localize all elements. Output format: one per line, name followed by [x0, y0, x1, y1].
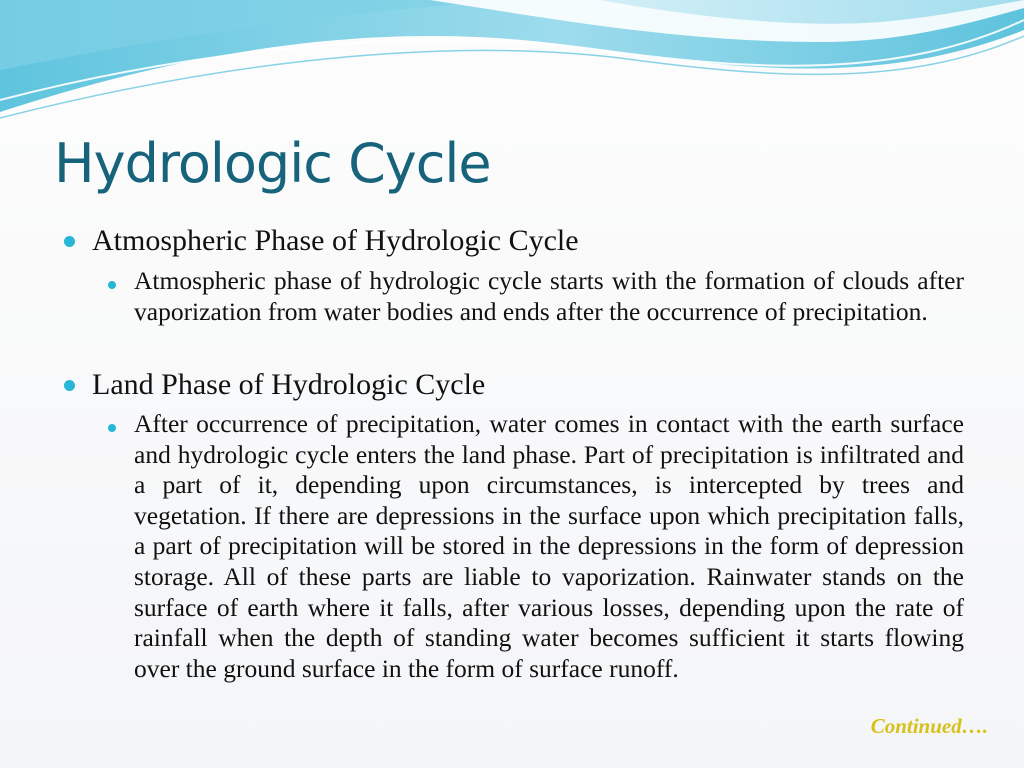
continued-label: Continued…. — [870, 714, 988, 738]
wave-header-decoration — [0, 0, 1024, 130]
section-body: Atmospheric phase of hydrologic cycle starts with the formation of clouds after vaporization from water bodies and ends after the occurrence of precipitation. — [134, 266, 964, 326]
section-heading: Atmospheric Phase of Hydrologic Cycle — [92, 224, 579, 257]
section-body: After occurrence of precipitation, water comes in contact with the earth surface and hydrologic cycle enters the land phase. Part of precipitation is infiltrated and a part of it, depending upon circumstances, is intercepted by trees and vegetation. If there are depressions in the surface upon which precipitation falls, a part of precipitation will be stored in the depressions in the form of depression storage. All of these parts are liable to vaporization. Rainwater stands on the surface of earth where it falls, after various losses, depending upon the rate of rainfall when the depth of standing water becomes sufficient it starts flowing over the ground surface in the form of surface runoff. — [134, 409, 964, 683]
sub-bullet-land-body — [108, 409, 964, 684]
slide-title: Hydrologic Cycle — [54, 132, 491, 195]
sub-bullet-dot-icon — [108, 281, 116, 289]
sub-bullet-atmospheric-body — [108, 266, 964, 327]
sub-bullet-dot-icon — [108, 424, 116, 432]
bullet-dot-icon — [64, 380, 75, 391]
section-heading: Land Phase of Hydrologic Cycle — [92, 368, 486, 401]
bullet-dot-icon — [64, 236, 75, 247]
